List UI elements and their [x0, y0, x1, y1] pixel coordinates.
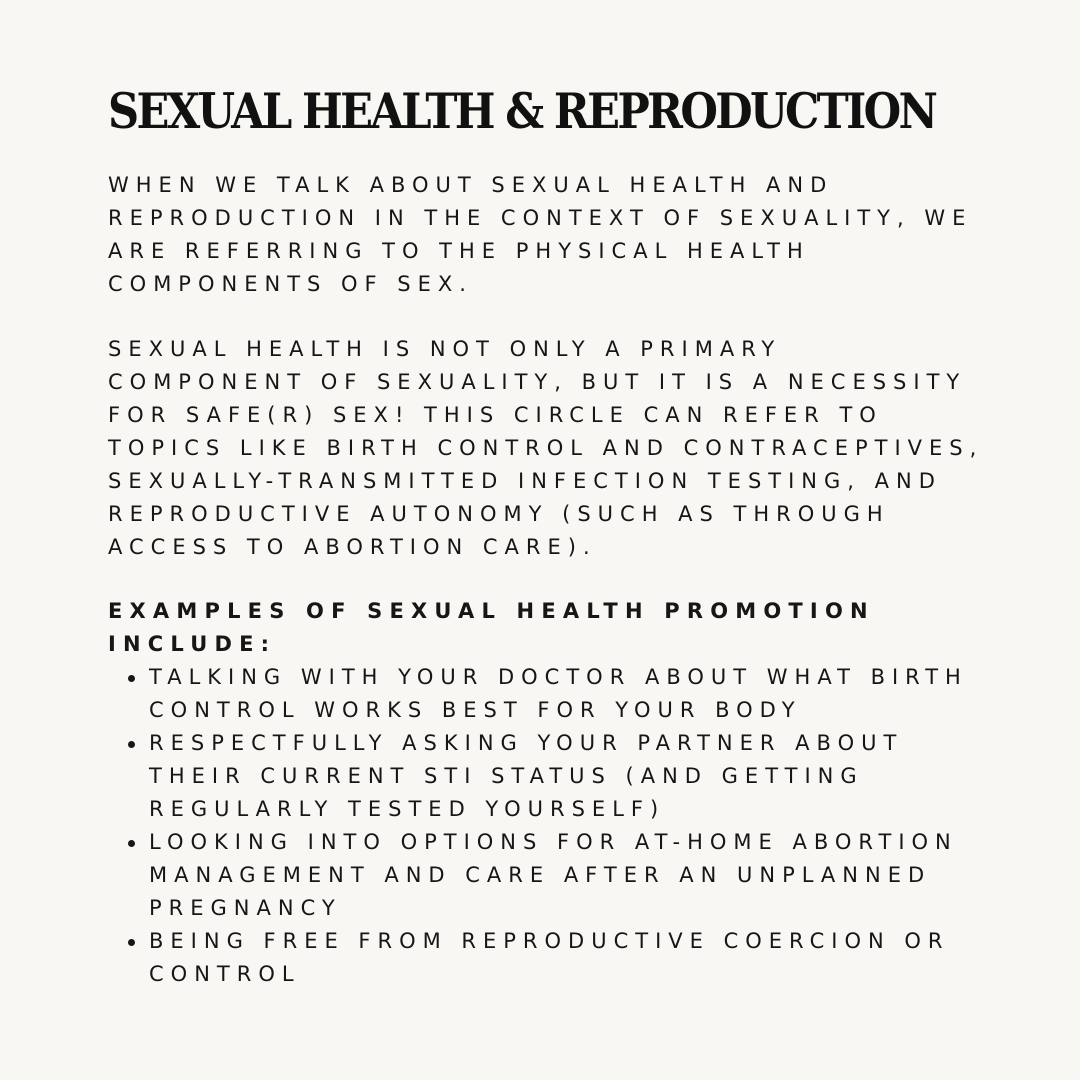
content-page: [108, 82, 988, 991]
sexual-health-paragraph: SEXUAL HEALTH IS NOT ONLY A PRIMARY COMPONENT OF SEXUALITY, BUT IT IS A NECESSITY FOR SAFE(R) SEX! THIS CIRCLE CAN REFER TO TOPICS LIKE BIRTH CONTROL AND CONTRACEPTIVES, SEXUALLY-TRANSMITTED INFECTION TESTING, AND REPRODUCTIVE AUTONOMY (SUCH AS THROUGH ACCESS TO ABORTION CARE).: [108, 337, 984, 559]
bullet-icon: [128, 675, 135, 682]
list-item: [108, 727, 988, 826]
list-item-text: TALKING WITH YOUR DOCTOR ABOUT WHAT BIRTH CONTROL WORKS BEST FOR YOUR BODY: [149, 665, 968, 722]
list-item: [108, 826, 988, 925]
list-item: [108, 661, 988, 727]
examples-heading: EXAMPLES OF SEXUAL HEALTH PROMOTION INCLUDE:: [108, 599, 875, 656]
list-item: [108, 925, 988, 991]
page-title: SEXUAL HEALTH & REPRODUCTION: [108, 82, 936, 140]
intro-paragraph: WHEN WE TALK ABOUT SEXUAL HEALTH AND REPRODUCTION IN THE CONTEXT OF SEXUALITY, WE ARE REFERRING TO THE PHYSICAL HEALTH COMPONENTS OF SEX.: [108, 173, 973, 296]
list-item-text: BEING FREE FROM REPRODUCTIVE COERCION OR CONTROL: [149, 929, 950, 986]
bullet-icon: [128, 939, 135, 946]
bullet-icon: [128, 840, 135, 847]
examples-list: [108, 661, 988, 991]
list-item-text: RESPECTFULLY ASKING YOUR PARTNER ABOUT THEIR CURRENT STI STATUS (AND GETTING REGULARLY TESTED YOURSELF): [149, 731, 904, 821]
bullet-icon: [128, 741, 135, 748]
list-item-text: LOOKING INTO OPTIONS FOR AT-HOME ABORTION MANAGEMENT AND CARE AFTER AN UNPLANNED PREGNANCY: [149, 830, 958, 920]
